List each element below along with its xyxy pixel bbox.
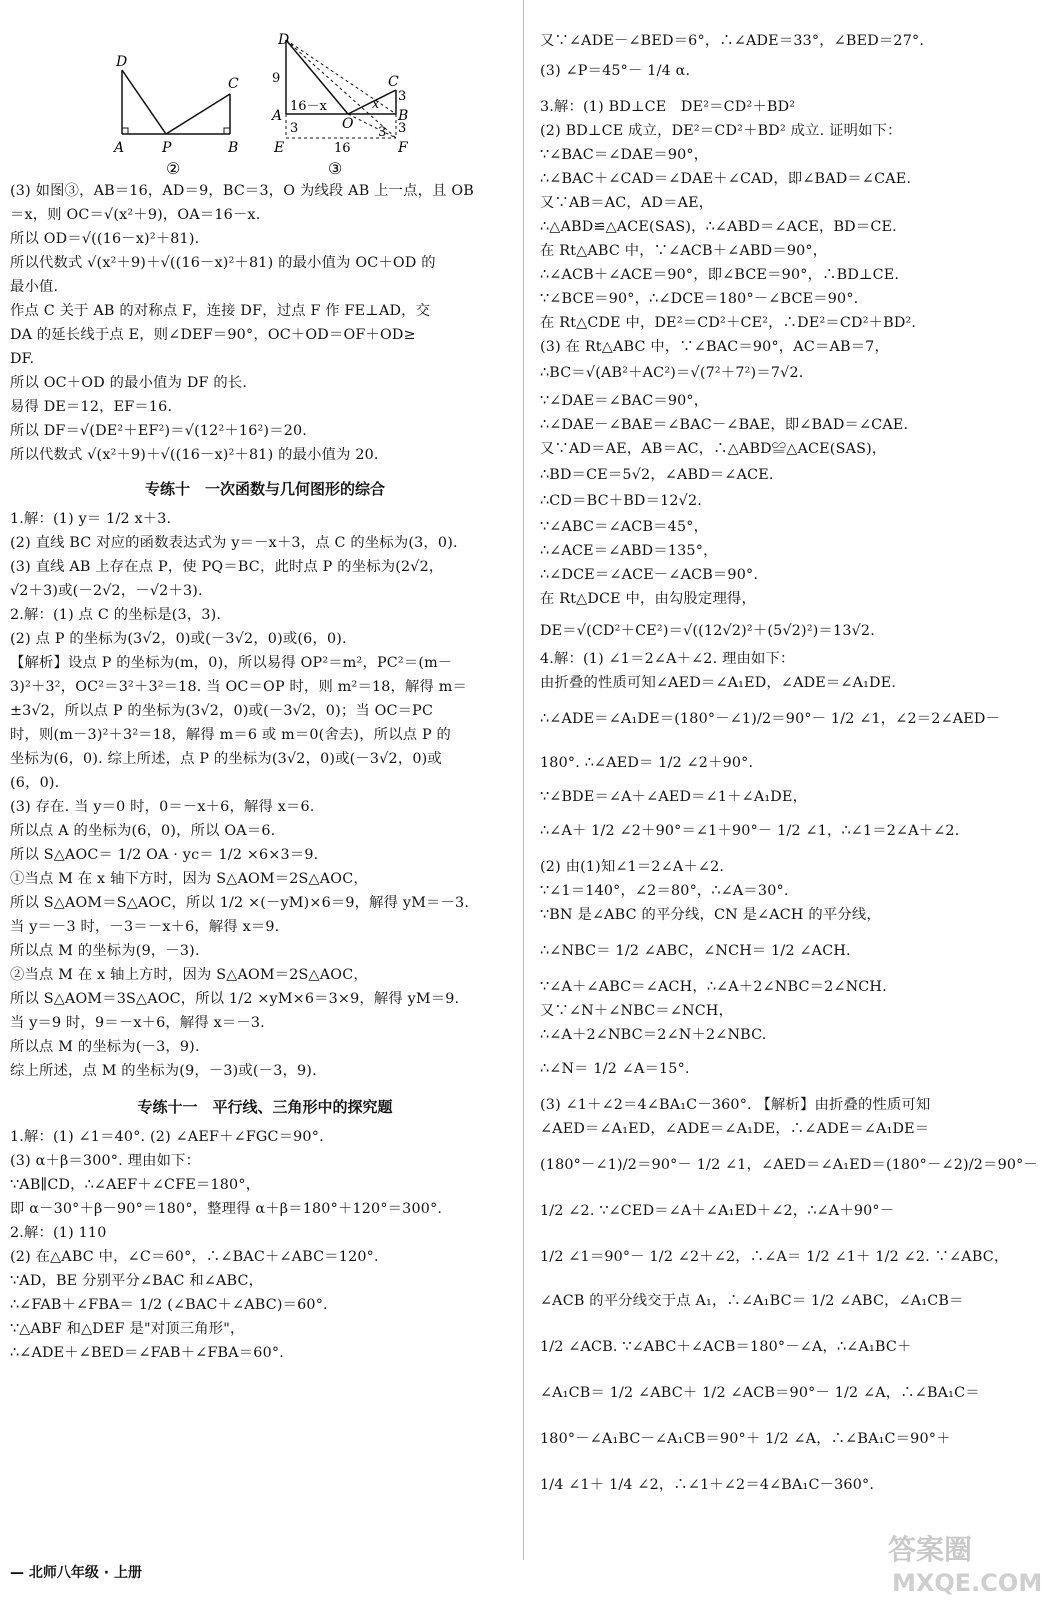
text-line: 易得 DE＝12，EF＝16. [10,399,173,415]
fig3-num-3a: 3 [398,89,407,104]
text-line: (3) 如图③，AB＝16，AD＝9，BC＝3，O 为线段 AB 上一点，且 OB [10,183,475,199]
fig3-label-F: F [398,140,408,156]
text-line: 即 α－30°＋β－90°＝180°，整理得 α＋β＝180°＋120°＝300°. [10,1201,443,1217]
text-line: √2＋3)或(－2√2，－√2＋3). [10,583,203,599]
text-line: 3)²＋3²，OC²＝3²＋3²＝18. 当 OC＝OP 时，则 m²＝18，解得 m＝ [10,679,468,695]
right-column [540,0,1050,1560]
text-line: ∵AB∥CD，∴∠AEF＋∠CFE＝180°， [10,1177,261,1193]
text-line: 在 Rt△CDE 中，DE²＝CD²＋CE²，∴DE²＝CD²＋BD². [540,315,917,331]
text-line: ∵∠1＝140°，∠2＝80°，∴∠A＝30°. [540,883,789,899]
text-line: (2) 在△ABC 中，∠C＝60°，∴∠BAC＋∠ABC＝120°. [10,1249,379,1265]
text-line: ∵∠ABC＝∠ACB＝45°， [540,519,709,535]
text-line: 1.解：(1) y＝ 1/2 x＋3. [10,511,172,527]
text-line: ∵∠BAC＝∠DAE＝90°， [540,147,709,163]
fig3-num-16x: 16－x [290,99,327,114]
text-line: ∴∠ACB＋∠ACE＝90°，即∠BCE＝90°，∴BD⊥CE. [540,267,900,283]
text-line: ∴∠ACE＝∠ABD＝135°， [540,543,718,559]
text-line: 时，则(m－3)²＋3²＝18，解得 m＝6 或 m＝0(舍去)，所以点 P 的 [10,727,452,743]
text-line: ∴∠DCE＝∠ACE－∠ACB＝90°. [540,567,759,583]
text-line: 所以代数式 √(x²＋9)＋√((16－x)²＋81) 的最小值为 20. [10,447,379,463]
text-line: (3) ∠1＋∠2＝4∠BA₁C－360°. 【解析】由折叠的性质可知 [540,1097,931,1113]
text-line: ②当点 M 在 x 轴上方时，因为 S△AOM＝2S△AOC， [10,967,368,983]
text-line: DA 的延长线于点 E，则∠DEF＝90°，OC＋OD＝OF＋OD≥ [10,327,416,343]
text-line: ∴∠ADE＝∠A₁DE＝(180°－∠1)/2＝90°－ 1/2 ∠1，∠2＝2∠AED－ [540,711,1001,727]
text-line: ＝x，则 OC＝√(x²＋9)，OA＝16－x. [10,207,261,223]
fig3-label-E: E [274,140,285,156]
fig3-label-C: C [388,74,399,90]
text-line: ∵BN 是∠ABC 的平分线，CN 是∠ACH 的平分线， [540,907,881,923]
text-line: ∠AED＝∠A₁ED，∠ADE＝∠A₁DE，∴∠ADE＝∠A₁DE＝ [540,1121,930,1137]
text-line: ∠A₁CB＝ 1/2 ∠ABC＋ 1/2 ∠ACB＝90°－ 1/2 ∠A，∴∠BA₁C＝ [540,1385,980,1401]
label-B: B [228,140,239,156]
text-line: ∵△ABF 和△DEF 是"对顶三角形"， [10,1321,245,1337]
text-line: 又∵AB＝AC，AD＝AE， [540,195,714,211]
text-line: (3) 在 Rt△ABC 中，∵∠BAC＝90°，AC＝AB＝7， [540,339,889,355]
text-line: ∴∠A＋ 1/2 ∠2＋90°＝∠1＋90°－ 1/2 ∠1，∴∠1＝2∠A＋∠2. [540,823,960,839]
text-line: ∴∠N＝ 1/2 ∠A＝15°. [540,1061,690,1077]
text-line: (180°－∠1)/2＝90°－ 1/2 ∠1，∠AED＝∠A₁ED＝(180°－∠2)/2＝90°－ [540,1157,1039,1173]
text-line: ∴BC＝√(AB²＋AC²)＝√(7²＋7²)＝7√2. [540,365,804,381]
fig3-num-x: x [372,97,380,112]
text-line: 又∵AD＝AE，AB＝AC，∴△ABD≌△ACE(SAS)， [540,441,887,457]
label-D: D [116,54,128,70]
left-column [10,0,520,1560]
text-line: 作点 C 关于 AB 的对称点 F，连接 DF，过点 F 作 FE⊥AD，交 [10,303,431,319]
text-line: 【解析】设点 P 的坐标为(m，0)，所以易得 OP²＝m²，PC²＝(m－ [10,655,453,671]
fig2-caption: ② [166,159,181,178]
label-A: A [114,140,125,156]
text-line: 所以 S△AOC＝ 1/2 OA · yc＝ 1/2 ×6×3＝9. [10,847,319,863]
text-line: (3) ∠P＝45°－ 1/4 α. [540,63,691,79]
text-line: 坐标为(6，0). 综上所述，点 P 的坐标为(3√2，0)或(－3√2，0)或 [10,751,442,767]
column-divider [523,0,524,1560]
text-line: (3) α＋β＝300°. 理由如下： [10,1153,201,1169]
text-line: 所以 OD＝√((16－x)²＋81). [10,231,200,247]
text-line: 180°－∠A₁BC－∠A₁CB＝90°＋ 1/2 ∠A，∴∠BA₁C＝90°＋ [540,1431,951,1447]
text-line: 所以 DF＝√(DE²＋EF²)＝√(12²＋16²)＝20. [10,423,308,439]
text-line: 180°. ∴∠AED＝ 1/2 ∠2＋90°. [540,755,754,771]
text-line: 1/2 ∠1＝90°－ 1/2 ∠2＋∠2，∴∠A＝ 1/2 ∠1＋ 1/2 ∠2. ∵∠ABC， [540,1249,1009,1265]
text-line: (6，0). [10,775,60,791]
text-line: 当 y＝9 时，9＝－x＋6，解得 x＝－3. [10,1015,265,1031]
text-line: 在 Rt△DCE 中，由勾股定理得， [540,591,756,607]
text-line: 所以点 A 的坐标为(6，0)，所以 OA＝6. [10,823,276,839]
text-line: 所以点 M 的坐标为(9，－3). [10,943,200,959]
text-line: ∴∠BAC＋∠CAD＝∠DAE＋∠CAD，即∠BAD＝∠CAE. [540,171,912,187]
text-line: ∴△ABD≌△ACE(SAS)，∴∠ABD＝∠ACE，BD＝CE. [540,219,897,235]
text-line: 在 Rt△ABC 中，∵∠ACB＋∠ABD＝90°， [540,243,828,259]
text-line: (2) 直线 BC 对应的函数表达式为 y＝－x＋3，点 C 的坐标为(3，0). [10,535,458,551]
text-line: ∵∠BCE＝90°，∴∠DCE＝180°－∠BCE＝90°. [540,291,859,307]
text-line: 3.解：(1) BD⊥CE DE²＝CD²＋BD² [540,99,796,115]
text-line: (3) 直线 AB 上存在点 P，使 PQ＝BC，此时点 P 的坐标为(2√2， [10,559,444,575]
text-line: ∵∠A＋∠ABC＝∠ACH，∴∠A＋2∠NBC＝2∠NCH. [540,979,887,995]
text-line: (2) BD⊥CE 成立，DE²＝CD²＋BD² 成立. 证明如下： [540,123,902,139]
watermark-logo [880,1525,1050,1597]
text-line: (2) 点 P 的坐标为(3√2，0)或(－3√2，0)或(6，0). [10,631,347,647]
text-line: ±3√2，所以点 P 的坐标为(3√2，0)或(－3√2，0)；当 OC＝PC [10,703,434,719]
text-line: ∵∠DAE＝∠BAC＝90°， [540,393,709,409]
text-line: ∴CD＝BC＋BD＝12√2. [540,493,703,509]
watermark-line2: MXQE.COM [892,1569,1043,1597]
text-line: 所以 OC＋OD 的最小值为 DF 的长. [10,375,248,391]
label-C: C [228,76,239,92]
text-line: ∴∠A＋2∠NBC＝2∠N＋2∠NBC. [540,1027,767,1043]
fig3-num-16: 16 [334,141,351,156]
text-line: (2) 由(1)知∠1＝2∠A＋∠2. [540,859,725,875]
text-line: 所以代数式 √(x²＋9)＋√((16－x)²＋81) 的最小值为 OC＋OD 的 [10,255,436,271]
page-footer: — 北师八年级 · 上册 [10,1565,142,1581]
text-line: ∠ACB 的平分线交于点 A₁，∴∠A₁BC＝ 1/2 ∠ABC，∠A₁CB＝ [540,1293,964,1309]
text-line: DF. [10,351,35,367]
watermark-line1: 答案圈 [888,1533,973,1566]
section-heading: 专练十一 平行线、三角形中的探究题 [137,1098,393,1116]
fig3-num-3d: 3 [378,125,387,140]
fig3-num-3c: 3 [398,121,407,136]
text-line: 所以 S△AOM＝S△AOC，所以 1/2 ×(－yM)×6＝9，解得 yM＝－3. [10,895,470,911]
text-line: 1/4 ∠1＋ 1/4 ∠2，∴∠1＋∠2＝4∠BA₁C－360°. [540,1477,875,1493]
text-line: 又∵∠ADE－∠BED＝6°，∴∠ADE＝33°，∠BED＝27°. [540,33,925,49]
text-line: 最小值. [10,279,59,295]
text-line: ∴∠NBC＝ 1/2 ∠ABC，∠NCH＝ 1/2 ∠ACH. [540,943,851,959]
text-line: 1/2 ∠2. ∵∠CED＝∠A＋∠A₁ED＋∠2，∴∠A＋90°－ [540,1203,895,1219]
text-line: ∵∠BDE＝∠A＋∠AED＝∠1＋∠A₁DE， [540,789,808,805]
text-line: 当 y＝－3 时，－3＝－x＋6，解得 x＝9. [10,919,280,935]
fig3-caption: ③ [328,159,343,178]
text-line: 所以点 M 的坐标为(－3，9). [10,1039,200,1055]
text-line: ∴BD＝CE＝5√2，∠ABD＝∠ACE. [540,467,774,483]
text-line: (3) 存在. 当 y＝0 时，0＝－x＋6，解得 x＝6. [10,799,315,815]
fig3-label-B: B [398,108,409,124]
text-line: ∴∠FAB＋∠FBA＝ 1/2 (∠BAC＋∠ABC)＝60°. [10,1297,328,1313]
text-line: 1/2 ∠ACB. ∵∠ABC＋∠ACB＝180°－∠A，∴∠A₁BC＋ [540,1339,912,1355]
text-line: ∴∠ADE＋∠BED＝∠FAB＋∠FBA＝60°. [10,1345,284,1361]
text-line: 2.解：(1) 110 [10,1225,107,1241]
fig3-num-3b: 3 [290,121,299,136]
text-line: 由折叠的性质可知∠AED＝∠A₁ED，∠ADE＝∠A₁DE. [540,675,897,691]
text-line: DE＝√(CD²＋CE²)＝√((12√2)²＋(5√2)²)＝13√2. [540,623,875,639]
text-line: 综上所述，点 M 的坐标为(9，－3)或(－3，9). [10,1063,317,1079]
label-P: P [162,140,172,156]
fig3-label-D: D [278,32,290,48]
text-line: 2.解：(1) 点 C 的坐标是(3，3). [10,607,222,623]
text-line: ∴∠DAE－∠BAE＝∠BAC－∠BAE，即∠BAD＝∠CAE. [540,417,909,433]
fig3-num-9: 9 [272,71,281,86]
text-line: ①当点 M 在 x 轴下方时，因为 S△AOM＝2S△AOC， [10,871,368,887]
section-heading: 专练十 一次函数与几何图形的综合 [144,480,385,498]
fig3-label-O: O [342,116,354,132]
text-line: 4.解：(1) ∠1＝2∠A＋∠2. 理由如下： [540,651,795,667]
fig3-label-A: A [272,108,283,124]
text-line: ∵AD，BE 分别平分∠BAC 和∠ABC， [10,1273,264,1289]
text-line: 又∵∠N＋∠NBC＝∠NCH， [540,1003,734,1019]
text-line: 所以 S△AOM＝3S△AOC，所以 1/2 ×yM×6＝3×9，解得 yM＝9. [10,991,460,1007]
text-line: 1.解：(1) ∠1＝40°. (2) ∠AEF＋∠FGC＝90°. [10,1129,324,1145]
